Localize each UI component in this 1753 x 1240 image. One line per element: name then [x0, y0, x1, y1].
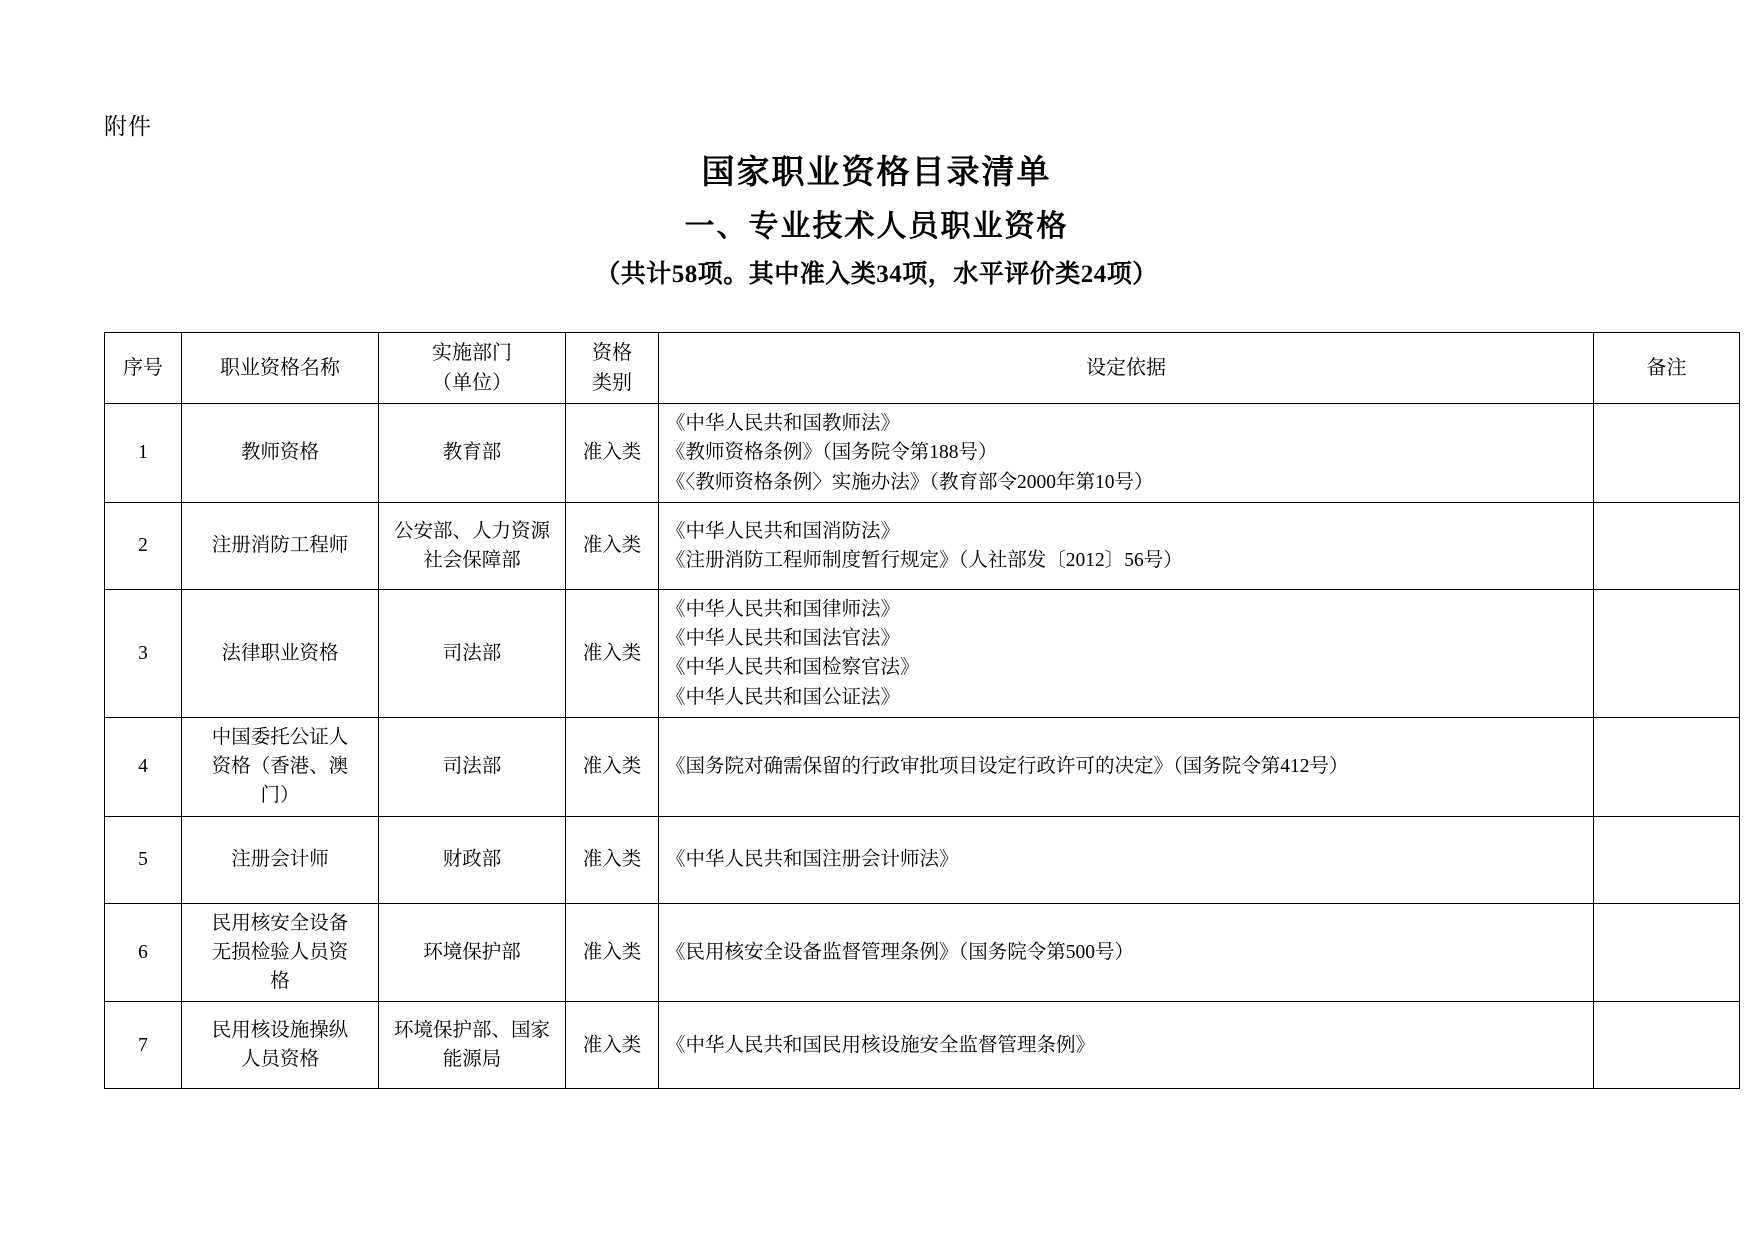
table-row: [105, 1002, 1740, 1089]
header-dept-line2: （单位）: [432, 372, 512, 394]
header-dept-line1: 实施部门: [432, 342, 512, 364]
row-name: [182, 1002, 379, 1089]
row-basis: [659, 502, 1594, 589]
dept-line: 公安部、人力资源: [393, 520, 550, 542]
row-dept: 环境保护部: [379, 903, 566, 1002]
page-title: 国家职业资格目录清单: [701, 155, 1052, 191]
row-no: 2: [105, 502, 182, 589]
row-name: [182, 903, 379, 1002]
row-type: 准入类: [566, 903, 659, 1002]
name-line: 中国委托公证人: [211, 726, 349, 748]
header-type-line1: 资格: [592, 342, 632, 364]
section-title: 一、专业技术人员职业资格: [684, 209, 1069, 243]
row-remark: [1594, 502, 1740, 589]
basis-line: 《注册消防工程师制度暂行规定》（人社部发〔2012〕56号）: [666, 549, 1183, 571]
qualification-catalog-table: [104, 332, 1740, 1089]
table-row: [105, 502, 1740, 589]
attachment-label: 附件: [104, 114, 152, 139]
row-remark: [1594, 589, 1740, 717]
row-dept: [379, 1002, 566, 1089]
row-name: 教师资格: [182, 404, 379, 503]
name-line: 无损检验人员资: [211, 941, 349, 963]
row-type: 准入类: [566, 816, 659, 903]
table-row: [105, 717, 1740, 816]
row-dept: 司法部: [379, 589, 566, 717]
row-basis: [659, 404, 1594, 503]
section-note: （共计58项。其中准入类34项，水平评价类24项）: [595, 261, 1158, 289]
basis-line: 《教师资格条例》（国务院令第188号）: [666, 442, 998, 464]
row-remark: [1594, 816, 1740, 903]
row-type: 准入类: [566, 1002, 659, 1089]
table-header: [105, 333, 1740, 404]
name-line: 格: [270, 971, 290, 992]
row-type: 准入类: [566, 502, 659, 589]
basis-line: 《中华人民共和国法官法》: [666, 628, 901, 649]
basis-line: 《中华人民共和国律师法》: [666, 598, 901, 620]
basis-line: 《中华人民共和国教师法》: [666, 413, 901, 434]
dept-line: 能源局: [442, 1049, 502, 1071]
table-header-row: [105, 333, 1740, 404]
header-type-line2: 类别: [592, 372, 632, 394]
table-row: [105, 816, 1740, 903]
row-remark: [1594, 903, 1740, 1002]
header-dept: [379, 333, 566, 404]
row-no: 3: [105, 589, 182, 717]
basis-line: 《中华人民共和国注册会计师法》: [666, 848, 959, 870]
dept-line: 社会保障部: [423, 549, 521, 571]
row-remark: [1594, 1002, 1740, 1089]
row-name: [182, 717, 379, 816]
row-remark: [1594, 717, 1740, 816]
basis-line: 《中华人民共和国民用核设施安全监督管理条例》: [666, 1034, 1096, 1056]
name-line: 资格（香港、澳: [211, 756, 349, 777]
row-remark: [1594, 404, 1740, 503]
row-dept: 财政部: [379, 816, 566, 903]
table-body: [105, 404, 1740, 1089]
row-name: 法律职业资格: [182, 589, 379, 717]
name-line: 人员资格: [240, 1049, 319, 1071]
basis-line: 《中华人民共和国消防法》: [666, 520, 901, 542]
row-no: 7: [105, 1002, 182, 1089]
row-name: 注册消防工程师: [182, 502, 379, 589]
row-basis: [659, 903, 1594, 1002]
row-name: 注册会计师: [182, 816, 379, 903]
table-row: [105, 589, 1740, 717]
row-type: 准入类: [566, 717, 659, 816]
name-line: 民用核安全设备: [211, 912, 349, 934]
table-row: [105, 404, 1740, 503]
row-dept: 教育部: [379, 404, 566, 503]
header-type: [566, 333, 659, 404]
row-dept: 司法部: [379, 717, 566, 816]
row-no: 1: [105, 404, 182, 503]
name-line: 门）: [260, 785, 300, 807]
row-no: 4: [105, 717, 182, 816]
row-basis: [659, 717, 1594, 816]
basis-line: 《国务院对确需保留的行政审批项目设定行政许可的决定》（国务院令第412号）: [666, 756, 1349, 777]
header-name: 职业资格名称: [182, 333, 379, 404]
header-no: 序号: [105, 333, 182, 404]
row-type: 准入类: [566, 589, 659, 717]
basis-line: 《民用核安全设备监督管理条例》（国务院令第500号）: [666, 941, 1135, 963]
header-remark: 备注: [1594, 333, 1740, 404]
table-row: [105, 903, 1740, 1002]
row-no: 6: [105, 903, 182, 1002]
row-type: 准入类: [566, 404, 659, 503]
basis-line: 《〈教师资格条例〉实施办法》（教育部令2000年第10号）: [666, 471, 1154, 493]
row-dept: [379, 502, 566, 589]
row-basis: [659, 1002, 1594, 1089]
basis-line: 《中华人民共和国公证法》: [666, 686, 901, 708]
title-block: [104, 150, 1649, 294]
header-basis: 设定依据: [659, 333, 1594, 404]
dept-line: 环境保护部、国家: [393, 1020, 550, 1041]
row-no: 5: [105, 816, 182, 903]
name-line: 民用核设施操纵: [211, 1020, 349, 1041]
row-basis: [659, 816, 1594, 903]
basis-line: 《中华人民共和国检察官法》: [666, 657, 920, 679]
row-basis: [659, 589, 1594, 717]
